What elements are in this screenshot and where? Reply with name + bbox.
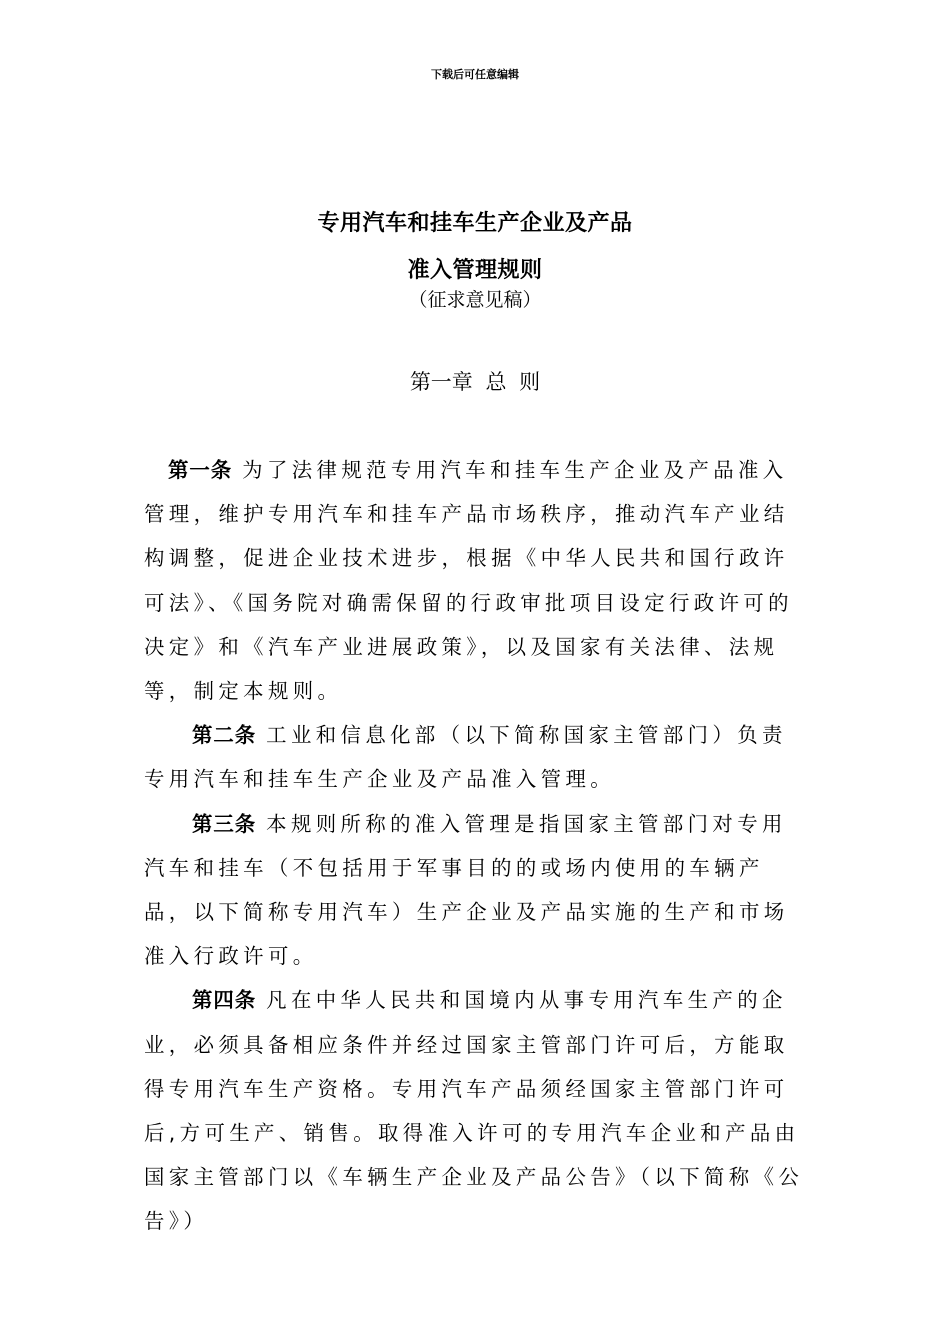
article-text: 凡在中华人民共和国境内从事专用汽车生产的企业，必须具备相应条件并经过国家主管部门许可后，方能取得专用汽车生产资格。专用汽车产品须经国家主管部门许可后,方可生产、销售。取得准入许可的专用汽车企业和产品由国家主管部门以《车辆生产企业及产品公告》（以下简称《公告》） <box>144 988 804 1234</box>
document-title-line1: 专用汽车和挂车生产企业及产品 <box>317 211 633 236</box>
article-text: 本规则所称的准入管理是指国家主管部门对专用汽车和挂车（不包括用于军事目的的或场内使用的车辆产品，以下简称专用汽车）生产企业及产品实施的生产和市场准入行政许可。 <box>144 811 789 969</box>
article-text: 工业和信息化部（以下简称国家主管部门）负责专用汽车和挂车生产企业及产品准入管理。 <box>144 723 787 792</box>
article-label: 第四条 <box>192 988 257 1013</box>
article-label: 第三条 <box>192 811 257 836</box>
article-4 <box>144 978 810 1243</box>
chapter-heading: 第一章 总 则 <box>409 370 541 394</box>
document-body <box>144 448 810 1244</box>
document-subtitle: （征求意见稿） <box>408 289 542 311</box>
document-title-line2: 准入管理规则 <box>407 258 543 283</box>
article-label: 第一条 <box>168 458 233 482</box>
article-2 <box>144 713 810 801</box>
article-3 <box>144 802 810 979</box>
article-text: 为了法律规范专用汽车和挂车生产企业及产品准入管理，维护专用汽车和挂车产品市场秩序，推动汽车产业结构调整，促进企业技术进步，根据《中华人民共和国行政许可法》、《国务院对确需保留的行政审批项目设定行政许可的决定》和《汽车产业进展政策》，以及国家有关法律、法规等，制定本规则。 <box>144 458 793 704</box>
article-label: 第二条 <box>192 723 257 748</box>
header-note: 下载后可任意编辑 <box>431 68 519 81</box>
article-1 <box>144 448 810 713</box>
